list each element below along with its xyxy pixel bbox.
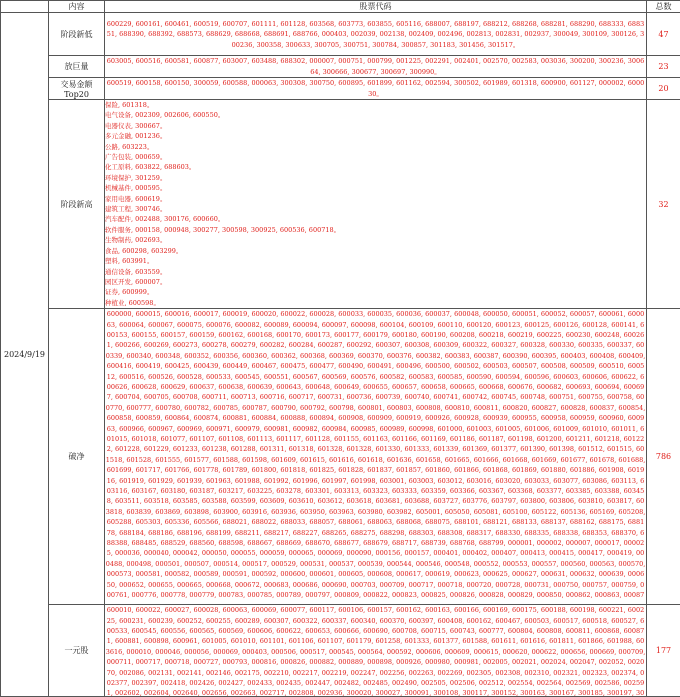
- category-label: 阶段新高: [49, 100, 105, 309]
- stock-codes: 600229, 600161, 600461, 600519, 600707, 601111, 601128, 603568, 603773, 603855, 605116, 688007, 688197, 688212, 688268, 688281, 688290, 688333, 688351, 688390, 688392, 688573, 688629, 688668, 688691, 688766, 000403, 002039, 002138, 002409, 002496, 002813, 002831, 002937, 300049, 300109, 300126, 300236, 300358, 300633, 300705, 300751, 300784, 300857, 301183, 301456, 301517。: [105, 13, 647, 56]
- row-total: 20: [647, 78, 680, 100]
- industry-item: 汽车配件, 002488, 300176, 600660。: [105, 214, 646, 224]
- industry-item: 塑料, 603991。: [105, 256, 646, 266]
- row-total: 177: [647, 605, 680, 697]
- category-label: 交易金额Top20: [49, 78, 105, 100]
- date-cell: 2024/9/19: [1, 13, 49, 697]
- industry-item: 广告包装, 000659。: [105, 152, 646, 162]
- table-row: [1, 56, 680, 78]
- industry-item: 多元金融, 001236。: [105, 131, 646, 141]
- row-total: 786: [647, 309, 680, 605]
- table-row: [1, 100, 680, 309]
- industry-item: 软件服务, 000158, 000948, 300277, 300598, 300925, 600536, 600718。: [105, 225, 646, 235]
- industry-item: 公路, 603223。: [105, 142, 646, 152]
- stock-codes: 600010, 600022, 600027, 600028, 600063, 600069, 600077, 600117, 600106, 600157, 600162, 600163, 600166, 600169, 600175, 600188, 600198, 600221, 600225, 600231, 600239, 600252, 600255, 600289, 600307, 600322, 600337, 600340, 600370, 600397, 600408, 600162, 600467, 600503, 600517, 600518, 600527, 600533, 600545, 600556, 600565, 600569, 600606, 600622, 600653, 600666, 600690, 600708, 600715, 600743, 600777, 600804, 600808, 600811, 600868, 600871, 600881, 600898, 600961, 601005, 601010, 601101, 601106, 601107, 601179, 601258, 601333, 601377, 601588, 601611, 601616, 601811, 601866, 601988, 603616, 000010, 000046, 000056, 000069, 000403, 000506, 000517, 000545, 000564, 000592, 000606, 000609, 000615, 000620, 000622, 000656, 000669, 000709, 000711, 000717, 000718, 000727, 000793, 000816, 000826, 000882, 000889, 000898, 000926, 000980, 000981, 002005, 002021, 002024, 002047, 002052, 002070, 002086, 002131, 002141, 002146, 002175, 002210, 002217, 002219, 002247, 002256, 002263, 002269, 002305, 002308, 002310, 002321, 002323, 002374, 002377, 002397, 002418, 002426, 002427, 002433, 002435, 002447, 002482, 002485, 002490, 002505, 002506, 002512, 002554, 002564, 002569, 002586, 002591, 002602, 002604, 002640, 002656, 002663, 002717, 002808, 002936, 300020, 300027, 300091, 300108, 300117, 300152, 300163, 300167, 300185, 300197, 30: [105, 605, 646, 696]
- stock-codes: 600000, 600015, 600016, 600017, 600019, 600020, 600022, 600028, 600033, 600035, 600036, 600037, 600048, 600050, 600051, 600052, 600057, 600061, 600063, 600064, 600067, 600075, 600076, 600082, 600089, 600094, 600097, 600098, 600104, 600109, 600110, 600120, 600123, 600125, 600126, 600128, 600141, 600153, 600155, 600157, 600159, 600162, 600168, 600170, 600173, 600177, 600179, 600180, 600190, 600208, 600218, 600219, 600225, 600230, 600248, 600261, 600266, 600269, 600273, 600278, 600279, 600282, 600284, 600287, 600292, 600307, 600308, 600309, 600322, 600327, 600328, 600330, 600335, 600337, 600339, 600340, 600348, 600352, 600356, 600360, 600362, 600368, 600369, 600370, 600376, 600382, 600383, 600387, 600390, 600395, 600403, 600408, 600409, 600416, 600419, 600425, 600439, 600449, 600467, 600475, 600477, 600490, 600491, 600496, 600500, 600502, 600503, 600507, 600508, 600509, 600510, 600512, 600516, 600526, 600528, 600533, 600545, 600551, 600567, 600569, 600576, 600582, 600583, 600585, 600590, 600594, 600596, 600603, 600606, 600622, 600626, 600628, 600629, 600637, 600638, 600639, 600643, 600648, 600649, 600655, 600657, 600658, 600665, 600668, 600676, 600682, 600693, 600694, 600697, 600704, 600705, 600708, 600711, 600713, 600716, 600717, 600731, 600736, 600739, 600740, 600741, 600742, 600745, 600748, 600751, 600755, 600758, 600770, 600777, 600780, 600782, 600785, 600787, 600790, 600792, 600798, 600801, 600803, 600808, 600810, 600811, 600820, 600827, 600828, 600837, 600854, 600858, 600859, 600864, 600874, 600881, 600884, 600888, 600894, 600908, 600909, 600919, 600926, 600928, 600939, 600955, 600958, 600959, 600960, 600963, 600966, 600967, 600969, 600971, 600979, 600981, 600982, 600984, 600985, 600989, 600998, 601000, 601003, 601005, 601006, 601009, 601010, 601011, 601015, 601018, 601077, 601107, 601108, 601113, 601117, 601128, 601155, 601163, 601166, 601169, 601186, 601187, 601198, 601200, 601211, 601218, 601222, 601228, 601229, 601233, 601238, 601288, 601311, 601318, 601328, 601328, 601330, 601333, 601339, 601369, 601377, 601390, 601398, 601512, 601515, 601518, 601528, 601555, 601577, 601588, 601598, 601609, 601615, 601616, 601618, 601636, 601658, 601665, 601666, 601668, 601669, 601677, 601678, 601688, 601699, 601717, 601766, 601778, 601789, 601800, 601818, 601825, 601828, 601837, 601857, 601860, 601866, 601868, 601869, 601880, 601886, 601908, 601916, 601919, 601929, 601939, 601963, 601988, 601992, 601996, 601997, 601998, 603001, 603003, 603012, 603016, 603020, 603033, 603077, 603086, 603113, 603116, 603167, 603180, 603187, 603217, 603225, 603278, 603301, 603313, 603323, 603333, 603359, 603366, 603367, 603368, 603377, 603385, 603388, 603458, 603511, 603518, 603585, 603588, 603599, 603609, 603610, 603612, 603618, 603681, 603688, 603727, 603776, 603797, 603800, 603806, 603810, 603817, 603818, 603839, 603869, 603898, 603900, 603916, 603936, 603950, 603963, 603980, 603982, 605001, 605050, 605081, 605100, 605122, 605136, 605169, 605208, 605288, 605303, 605336, 605566, 688021, 688022, 688033, 688057, 688061, 688063, 688068, 688075, 688101, 688121, 688133, 688137, 688162, 688175, 688178, 688184, 688186, 688196, 688199, 688211, 688217, 688227, 688265, 688275, 688298, 688303, 688308, 688317, 688330, 688335, 688338, 688353, 688370, 688388, 688485, 688529, 688560, 688598, 688667, 688669, 688670, 688677, 688679, 688717, 688739, 688768, 688799, 000001, 000002, 000007, 000017, 000025, 000036, 000040, 000042, 000050, 000055, 000059, 000065, 000069, 000090, 000156, 000157, 000401, 000402, 000407, 000413, 000415, 000417, 000419, 000488, 000498, 000501, 000507, 000514, 000517, 000529, 000531, 000537, 000539, 000544, 000546, 000548, 000552, 000553, 000557, 000560, 000563, 000570, 000573, 000581, 000582, 000589, 000591, 000592, 000600, 000601, 000605, 000608, 000617, 000619, 000623, 000625, 000627, 000631, 000632, 000639, 000650, 000652, 000655, 000665, 000668, 000672, 000683, 000686, 000690, 000703, 000709, 000717, 000718, 000720, 000728, 000731, 000750, 000757, 000759, 000761, 000776, 000778, 000779, 000783, 000785, 000789, 000797, 000809, 000822, 000823, 000825, 000826, 000828, 000829, 000850, 000862, 000863, 00087: [105, 309, 646, 603]
- stock-codes-cell: [105, 309, 647, 605]
- industry-item: 食品, 600298, 603299。: [105, 246, 646, 256]
- industry-item: 园区开发, 600007。: [105, 277, 646, 287]
- stock-codes-cell: [105, 605, 647, 697]
- row-total: 23: [647, 56, 680, 78]
- industry-item: 种植业, 600598。: [105, 298, 646, 308]
- table-row: [1, 605, 680, 697]
- industry-list-cell: [105, 100, 647, 309]
- industry-item: 电气设备, 002309, 002606, 600550。: [105, 110, 646, 120]
- industry-item: 建筑工程, 300746。: [105, 204, 646, 214]
- table-row: [1, 78, 680, 100]
- industry-item: 环境保护, 301259。: [105, 173, 646, 183]
- industry-item: 通信设备, 603559。: [105, 267, 646, 277]
- category-label: 一元股: [49, 605, 105, 697]
- table-row: [1, 309, 680, 605]
- table-header-row: [1, 1, 680, 13]
- industry-item: 电器仪表, 300667。: [105, 121, 646, 131]
- header-total: 总数: [647, 1, 680, 13]
- header-content: 内容: [49, 1, 105, 13]
- row-total: 47: [647, 13, 680, 56]
- industry-item: 保险, 601318。: [105, 100, 646, 110]
- industry-list: [105, 100, 646, 308]
- industry-item: 家用电器, 600619。: [105, 194, 646, 204]
- category-label: 放巨量: [49, 56, 105, 78]
- header-codes: 股票代码: [105, 1, 647, 13]
- industry-item: 生物制药, 002693。: [105, 235, 646, 245]
- industry-item: 化工原料, 603822, 688603。: [105, 162, 646, 172]
- category-label: 破净: [49, 309, 105, 605]
- table-row: [1, 13, 680, 56]
- stock-codes: 603005, 600516, 600581, 600877, 603007, 603488, 688302, 000007, 000751, 000799, 001225, 002291, 002401, 002570, 002583, 003036, 300200, 300236, 300664, 300666, 300677, 300697, 300990。: [105, 56, 647, 78]
- stock-codes: 600519, 600158, 600150, 300059, 600588, 000063, 300308, 300750, 600895, 601899, 601162, 002594, 300502, 601989, 601318, 600900, 601127, 000002, 600030。: [105, 78, 647, 100]
- row-total: 32: [647, 100, 680, 309]
- header-date-cell: [1, 1, 49, 13]
- industry-item: 机械基件, 000595。: [105, 183, 646, 193]
- category-label: 阶段新低: [49, 13, 105, 56]
- industry-item: 证券, 600999。: [105, 287, 646, 297]
